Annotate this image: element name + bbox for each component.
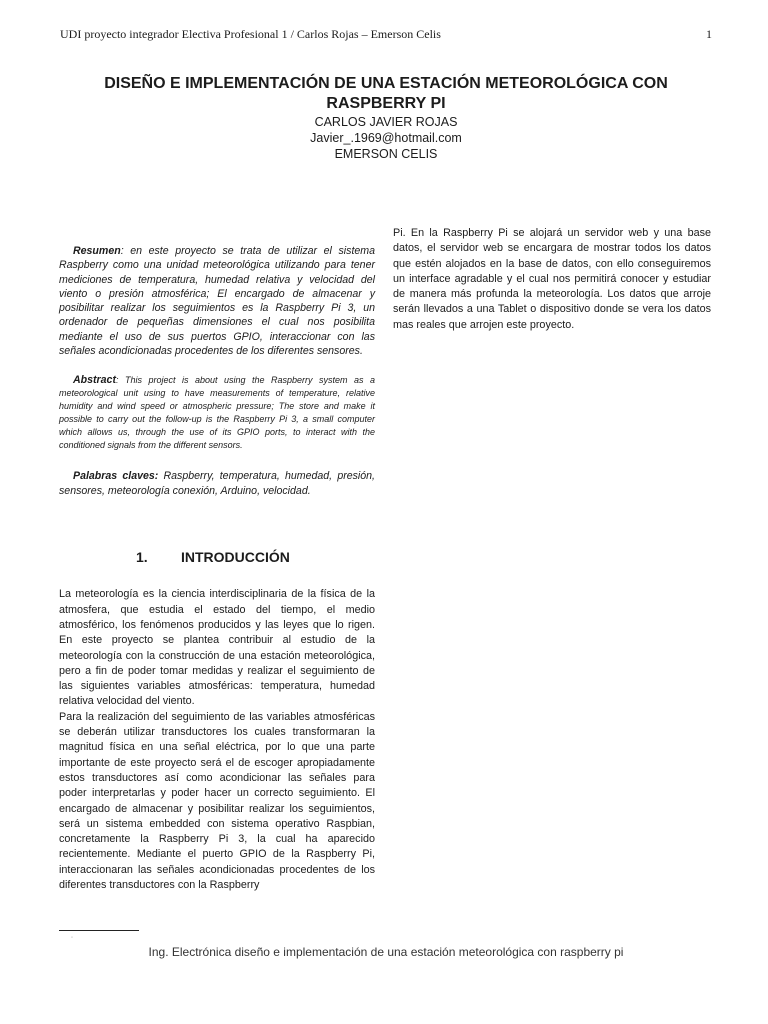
page-number: 1 <box>706 27 712 41</box>
abstract-spanish <box>59 244 375 358</box>
right-column-paragraph: Pi. En la Raspberry Pi se alojará un servidor web y una base datos, el servidor web se encargara de mostrar todos los datos que estén alojados en la base de datos, con ello conseguiremos un interface agradable y el cual nos permitirá conocer y estudiar de manera más profunda la meteorología. Los datos que arroje serán llevados a una Tablet o dispositivo donde se vera los datos mas reales que arrojen este proyecto. <box>393 227 711 331</box>
abstract-english-label: Abstract <box>73 374 116 387</box>
abstract-spanish-label: Resumen <box>73 245 121 257</box>
title-block <box>60 74 712 162</box>
abstract-english-text: : This project is about using the Raspberry system as a meteorological unit using to have measurements of temperature, relative humidity and wind speed or atmospheric pressure; The store and make it possible to carry out the follow-up is the Raspberry Pi 3, a small computer which allows us, through the use of its GPIO ports, to interact with the conditioned signals from the different sensors. <box>59 375 375 451</box>
keywords <box>59 469 375 499</box>
paper-title: DISEÑO E IMPLEMENTACIÓN DE UNA ESTACIÓN METEOROLÓGICA CON RASPBERRY PI <box>104 75 668 112</box>
page-footer: Ing. Electrónica diseño e implementación de una estación meteorológica con raspberry pi <box>148 945 624 959</box>
keywords-text: Raspberry, temperatura, humedad, presión, sensores, meteorología conexión, Arduino, velocidad. <box>59 470 376 498</box>
intro-paragraph-1: La meteorología es la ciencia interdisciplinaria de la física de la atmosfera, que estudia el estado del tiempo, el medio atmosférico, los fenómenos producidos y las leyes que lo rigen. En este proyecto se plantea contribuir al estudio de la meteorología con la construcción de una estación meteorológica, pero a fin de poder tomar medidas y realizar el seguimiento de las siguientes variables atmosféricas: temperatura, humedad relativa velocidad del viento. <box>59 588 375 708</box>
author-name-1: CARLOS JAVIER ROJAS <box>314 115 458 129</box>
abstract-spanish-text: : en este proyecto se trata de utilizar el sistema Raspberry como una unidad meteorológica utilizando para tener mediciones de temperatura, humedad relativa y velocidad del viento o presión atmosférica; El encargado de almacenar y posibilitar realizar los seguimientos es la Raspberry Pi 3, un ordenador de pequeñas dimensiones el cual nos posibilita mediante el uso de sus puertos GPIO, interaccionar con las señales acondicionadas procedentes de los diferentes sensores. <box>59 245 375 358</box>
keywords-label: Palabras claves: <box>73 470 159 483</box>
abstract-english <box>59 374 375 452</box>
intro-paragraph-2: Para la realización del seguimiento de las variables atmosféricas se deberán utilizar transductores los cuales transformaran la magnitud física en una señal eléctrica, por lo que una parte importante de este proyecto será el de escoger apropiadamente estos transductores así como acondicionar las señales para poder interpretarlas y poder hacer un correcto seguimiento. El encargado de almacenar y posibilitar realizar los seguimientos, será un sistema embedded con sistema operativo Raspbian, concretamente la Raspberry Pi 3, la cual ha aparecido recientemente. Mediante el puerto GPIO de la Raspberry Pi, interaccionaran las señales acondicionadas procedentes de los diferentes transductores con la Raspberry <box>59 710 375 892</box>
right-column <box>393 226 711 333</box>
footnote-mark: ◦ <box>71 935 74 941</box>
section-heading <box>59 549 375 565</box>
running-title: UDI proyecto integrador Electiva Profesional 1 / Carlos Rojas – Emerson Celis <box>60 27 441 41</box>
left-column <box>59 244 375 893</box>
author-email: Javier_.1969@hotmail.com <box>310 131 462 145</box>
running-header <box>60 27 712 42</box>
section-title: INTRODUCCIÓN <box>181 549 290 566</box>
footnote-rule <box>59 930 139 931</box>
author-name-2: EMERSON CELIS <box>334 147 438 161</box>
introduction-body <box>59 587 375 893</box>
section-number: 1. <box>136 549 148 566</box>
